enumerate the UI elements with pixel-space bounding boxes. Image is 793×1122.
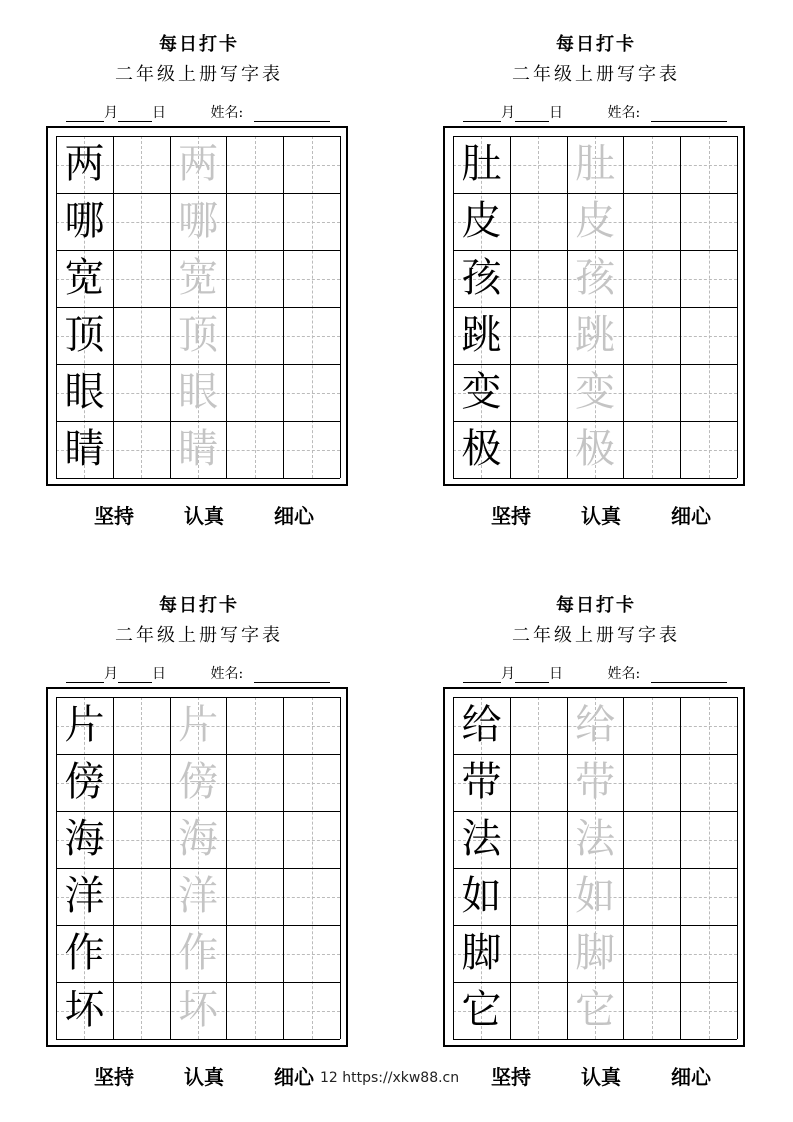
motto-word: 认真: [581, 504, 621, 528]
grid-line-v: [737, 697, 738, 1039]
name-label: 姓名:: [210, 666, 244, 682]
date-name-line: [66, 102, 356, 122]
motto-word: 细心: [671, 504, 711, 528]
month-label: 月: [104, 105, 118, 121]
model-character: 法: [461, 816, 502, 862]
grid-line-v: [737, 136, 738, 478]
trace-character: 脚: [575, 930, 616, 976]
trace-character: 肚: [575, 141, 616, 187]
month-label: 月: [501, 666, 515, 682]
name-blank[interactable]: [651, 668, 727, 683]
model-character: 坏: [64, 987, 105, 1033]
grid-line-v: [680, 697, 681, 1039]
trace-character: 孩: [575, 255, 616, 301]
motto-word: 坚持: [491, 1065, 531, 1089]
trace-character: 极: [575, 426, 616, 472]
date-name-line: [463, 102, 753, 122]
name-blank[interactable]: [651, 107, 727, 122]
grid-line-v: [680, 136, 681, 478]
motto-word: 认真: [184, 504, 224, 528]
trace-character: 两: [178, 141, 219, 187]
model-character: 肚: [461, 141, 502, 187]
trace-character: 海: [178, 816, 219, 862]
month-blank[interactable]: [66, 668, 104, 683]
trace-character: 洋: [178, 873, 219, 919]
card-title: 每日打卡: [159, 34, 239, 55]
day-blank[interactable]: [118, 668, 152, 683]
model-character: 片: [64, 702, 105, 748]
grid-line-h: [56, 1039, 340, 1040]
trace-character: 给: [575, 702, 616, 748]
model-character: 哪: [64, 198, 105, 244]
writing-grid[interactable]: [453, 136, 737, 478]
model-character: 脚: [461, 930, 502, 976]
date-name-line: [66, 663, 356, 683]
card-title: 每日打卡: [556, 34, 636, 55]
motto: [491, 500, 711, 529]
model-character: 宽: [64, 255, 105, 301]
trace-character: 它: [575, 987, 616, 1033]
model-character: 傍: [64, 759, 105, 805]
grid-line-h: [453, 1039, 737, 1040]
motto: [94, 500, 314, 529]
model-character: 海: [64, 816, 105, 862]
model-character: 极: [461, 426, 502, 472]
card-subtitle: 二年级上册写字表: [115, 625, 283, 646]
practice-card: [443, 591, 749, 1111]
model-character: 皮: [461, 198, 502, 244]
writing-grid[interactable]: [56, 136, 340, 478]
name-label: 姓名:: [210, 105, 244, 121]
model-character: 孩: [461, 255, 502, 301]
name-blank[interactable]: [254, 668, 330, 683]
trace-character: 作: [178, 930, 219, 976]
trace-character: 睛: [178, 426, 219, 472]
day-label: 日: [549, 666, 563, 682]
grid-line-v: [340, 136, 341, 478]
model-character: 变: [461, 369, 502, 415]
grid-line-v: [283, 136, 284, 478]
month-blank[interactable]: [463, 107, 501, 122]
card-subtitle: 二年级上册写字表: [115, 64, 283, 85]
motto-word: 认真: [184, 1065, 224, 1089]
trace-character: 片: [178, 702, 219, 748]
month-blank[interactable]: [463, 668, 501, 683]
trace-character: 宽: [178, 255, 219, 301]
motto-word: 坚持: [94, 504, 134, 528]
writing-grid-frame: [443, 126, 745, 486]
trace-character: 哪: [178, 198, 219, 244]
grid-line-h: [56, 478, 340, 479]
motto-word: 坚持: [491, 504, 531, 528]
trace-character: 法: [575, 816, 616, 862]
day-blank[interactable]: [118, 107, 152, 122]
model-character: 顶: [64, 312, 105, 358]
model-character: 作: [64, 930, 105, 976]
trace-character: 跳: [575, 312, 616, 358]
trace-character: 傍: [178, 759, 219, 805]
name-blank[interactable]: [254, 107, 330, 122]
motto-word: 细心: [274, 504, 314, 528]
model-character: 给: [461, 702, 502, 748]
writing-grid-frame: [46, 126, 348, 486]
motto-word: 细心: [671, 1065, 711, 1089]
writing-grid-frame: [46, 687, 348, 1047]
writing-grid-frame: [443, 687, 745, 1047]
practice-card: [46, 30, 352, 550]
grid-line-v: [340, 697, 341, 1039]
model-character: 跳: [461, 312, 502, 358]
trace-character: 如: [575, 873, 616, 919]
practice-card: [443, 30, 749, 550]
date-name-line: [463, 663, 753, 683]
day-label: 日: [549, 105, 563, 121]
writing-grid[interactable]: [453, 697, 737, 1039]
name-label: 姓名:: [607, 105, 641, 121]
motto: [491, 1061, 711, 1090]
model-character: 睛: [64, 426, 105, 472]
motto-word: 坚持: [94, 1065, 134, 1089]
trace-character: 皮: [575, 198, 616, 244]
model-character: 如: [461, 873, 502, 919]
day-blank[interactable]: [515, 107, 549, 122]
writing-grid[interactable]: [56, 697, 340, 1039]
practice-card: [46, 591, 352, 1111]
model-character: 它: [461, 987, 502, 1033]
grid-line-h: [453, 478, 737, 479]
card-title: 每日打卡: [159, 595, 239, 616]
trace-character: 带: [575, 759, 616, 805]
motto: [94, 1061, 314, 1090]
motto-word: 认真: [581, 1065, 621, 1089]
model-character: 两: [64, 141, 105, 187]
day-label: 日: [152, 105, 166, 121]
card-subtitle: 二年级上册写字表: [512, 64, 680, 85]
page-footer: 12 https://xkw88.cn: [320, 1070, 460, 1086]
card-title: 每日打卡: [556, 595, 636, 616]
model-character: 洋: [64, 873, 105, 919]
name-label: 姓名:: [607, 666, 641, 682]
trace-character: 坏: [178, 987, 219, 1033]
trace-character: 眼: [178, 369, 219, 415]
model-character: 眼: [64, 369, 105, 415]
month-label: 月: [104, 666, 118, 682]
trace-character: 变: [575, 369, 616, 415]
trace-character: 顶: [178, 312, 219, 358]
card-subtitle: 二年级上册写字表: [512, 625, 680, 646]
day-blank[interactable]: [515, 668, 549, 683]
month-blank[interactable]: [66, 107, 104, 122]
month-label: 月: [501, 105, 515, 121]
grid-line-v: [283, 697, 284, 1039]
model-character: 带: [461, 759, 502, 805]
motto-word: 细心: [274, 1065, 314, 1089]
day-label: 日: [152, 666, 166, 682]
